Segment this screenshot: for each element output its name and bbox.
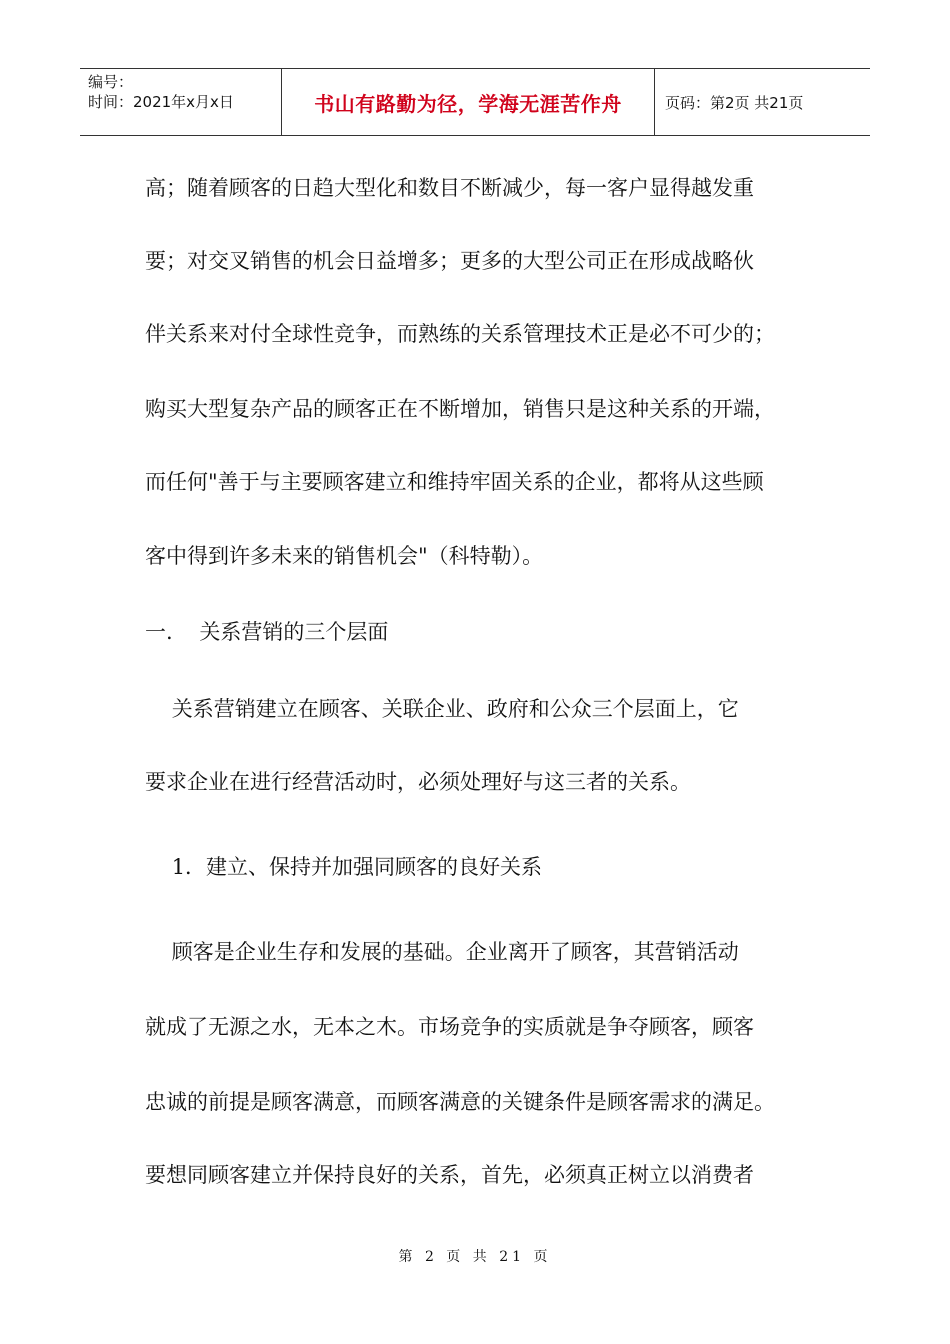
body-line: 关系营销建立在顾客、关联企业、政府和公众三个层面上，它 — [145, 697, 739, 721]
header-slogan: 书山有路勤为径，学海无涯苦作舟 — [282, 69, 655, 135]
body-line: 高；随着顾客的日趋大型化和数目不断减少，每一客户显得越发重 — [145, 176, 754, 200]
subsection-heading: 1．建立、保持并加强同顾客的良好关系 — [145, 855, 543, 879]
body-line: 而任何"善于与主要顾客建立和维持牢固关系的企业，都将从这些顾 — [145, 470, 764, 494]
header-page-code: 页码：第2页 共21页 — [665, 93, 804, 112]
document-date: 时间：2021年x月x日 — [88, 93, 234, 111]
page-header — [80, 68, 870, 136]
body-line: 购买大型复杂产品的顾客正在不断增加，销售只是这种关系的开端， — [145, 397, 775, 421]
body-line: 伴关系来对付全球性竞争，而熟练的关系管理技术正是必不可少的； — [145, 322, 775, 346]
body-line: 要；对交叉销售的机会日益增多；更多的大型公司正在形成战略伙 — [145, 249, 754, 273]
body-line: 顾客是企业生存和发展的基础。企业离开了顾客，其营销活动 — [145, 940, 739, 964]
header-meta — [80, 69, 282, 135]
section-heading: 一. 关系营销的三个层面 — [145, 620, 389, 644]
page-footer: 第 2 页 共 21 页 — [398, 1249, 552, 1265]
body-line: 要求企业在进行经营活动时，必须处理好与这三者的关系。 — [145, 770, 691, 794]
body-line: 忠诚的前提是顾客满意，而顾客满意的关键条件是顾客需求的满足。 — [145, 1090, 775, 1114]
body-line: 就成了无源之水，无本之木。市场竞争的实质就是争夺顾客，顾客 — [145, 1015, 754, 1039]
document-number-label: 编号： — [88, 73, 134, 91]
body-line: 要想同顾客建立并保持良好的关系，首先，必须真正树立以消费者 — [145, 1163, 754, 1187]
body-line: 客中得到许多未来的销售机会"（科特勒）。 — [145, 544, 544, 568]
